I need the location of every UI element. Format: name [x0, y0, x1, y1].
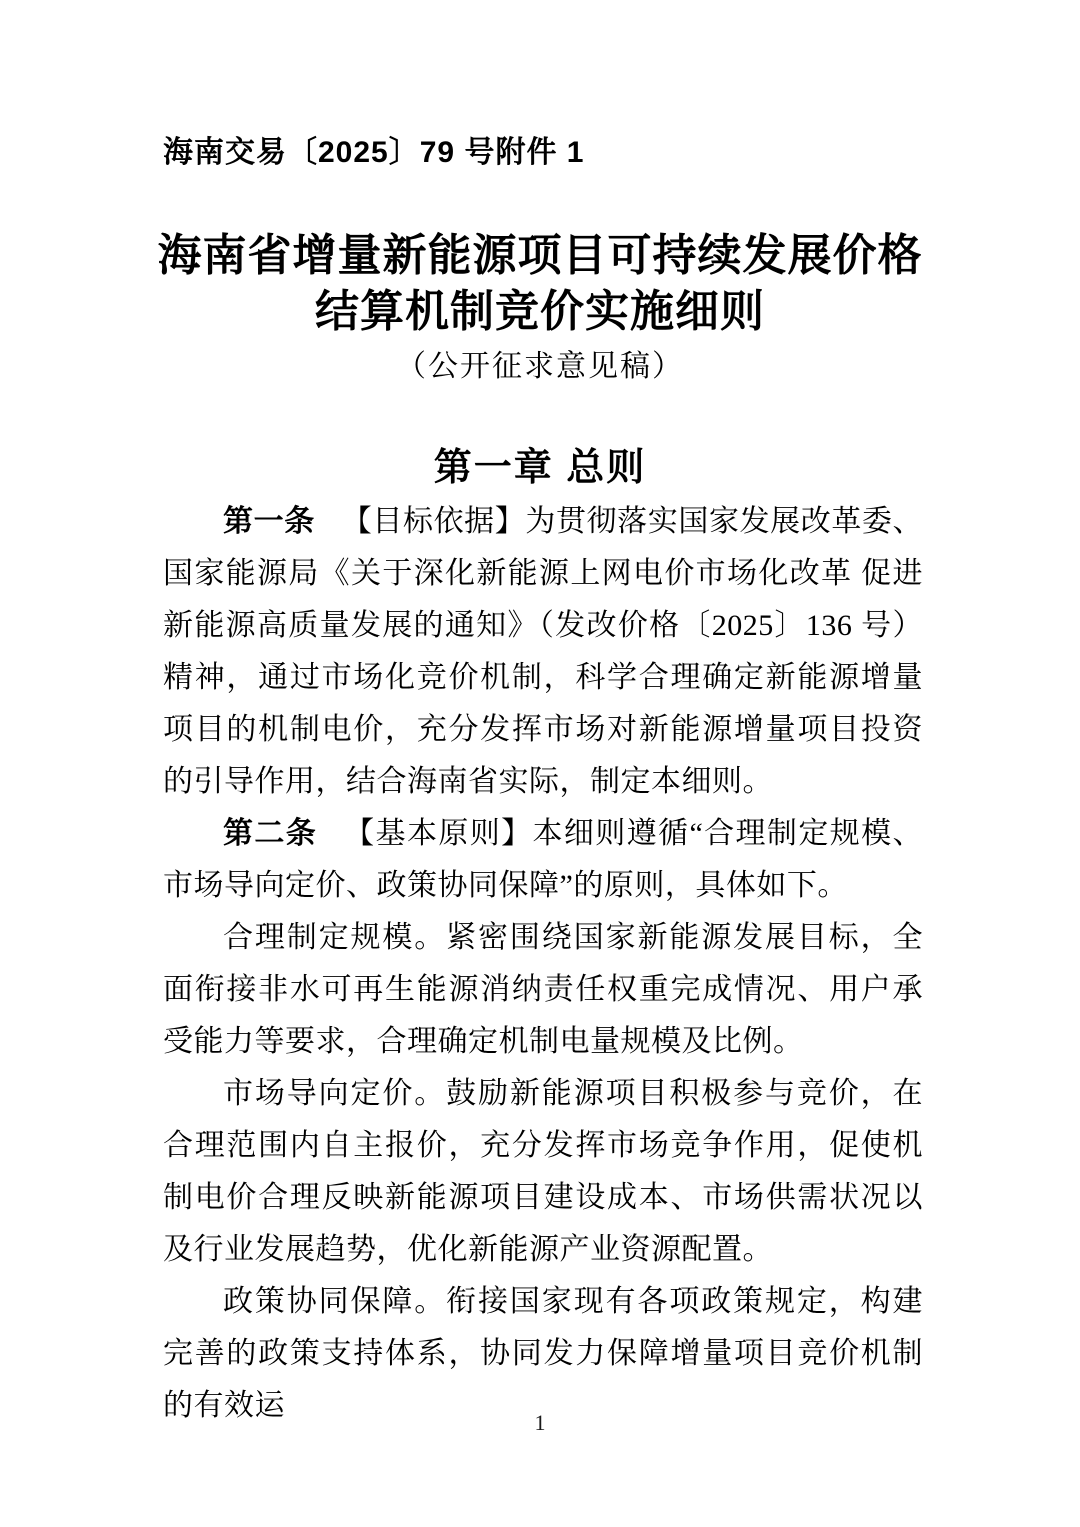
body-paragraph [163, 912, 923, 1068]
body-paragraph [163, 1068, 923, 1276]
document-subtitle: （公开征求意见稿） [396, 350, 684, 383]
body-paragraph [163, 1276, 923, 1432]
body-paragraph [163, 808, 923, 912]
document-title [60, 228, 1020, 340]
paragraph-text: 【目标依据】为贯彻落实国家发展改革委、国家能源局《关于深化新能源上网电价市场化改革 促进新能源高质量发展的通知》（发改价格〔2025〕136 号）精神，通过市场化竞价机制，科学合理确定新能源增量项目的机制电价，充分发挥市场对新能源增量项目投资的引导作用，结合海南省实际，制定本细则。 [163, 505, 924, 798]
document-title-line-2: 结算机制竞价实施细则 [315, 287, 765, 336]
article-number: 第二条 [223, 817, 318, 850]
paragraph-text: 市场导向定价。鼓励新能源项目积极参与竞价，在合理范围内自主报价，充分发挥市场竞争作用，促使机制电价合理反映新能源项目建设成本、市场供需状况以及行业发展趋势，优化新能源产业资源配置。 [163, 1077, 923, 1266]
paragraph-text: 合理制定规模。紧密围绕国家新能源发展目标，全面衔接非水可再生能源消纳责任权重完成情况、用户承受能力等要求，合理确定机制电量规模及比例。 [163, 921, 923, 1058]
document-body [163, 496, 923, 1432]
article-number: 第一条 [223, 505, 315, 538]
paragraph-text: 【基本原则】本细则遵循“合理制定规模、市场导向定价、政策协同保障”的原则，具体如下。 [163, 817, 923, 902]
doc-number: 海南交易〔2025〕79 号附件 1 [163, 136, 585, 169]
document-title-line-1: 海南省增量新能源项目可持续发展价格 [157, 231, 923, 280]
body-paragraph [163, 496, 923, 808]
page-number: 1 [534, 1410, 546, 1435]
chapter-heading: 第一章 总则 [433, 447, 647, 489]
paragraph-text: 政策协同保障。衔接国家现有各项政策规定，构建完善的政策支持体系，协同发力保障增量项目竞价机制的有效运 [163, 1285, 923, 1422]
